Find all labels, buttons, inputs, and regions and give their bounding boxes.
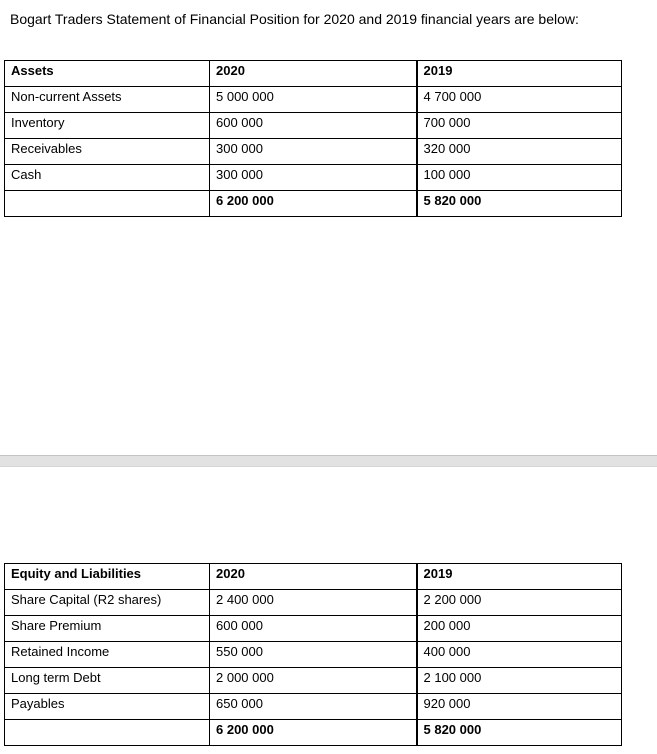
row-label: Share Premium bbox=[5, 616, 210, 642]
row-label: Share Capital (R2 shares) bbox=[5, 590, 210, 616]
value-2020: 300 000 bbox=[210, 139, 417, 165]
value-2019: 400 000 bbox=[417, 642, 622, 668]
value-2020: 5 000 000 bbox=[210, 87, 417, 113]
table-row bbox=[5, 139, 622, 165]
table-row bbox=[5, 616, 622, 642]
table-row bbox=[5, 87, 622, 113]
row-label: Payables bbox=[5, 694, 210, 720]
total-2020: 6 200 000 bbox=[210, 191, 417, 217]
page-break-divider bbox=[0, 455, 657, 467]
value-2019: 2 100 000 bbox=[417, 668, 622, 694]
total-2020: 6 200 000 bbox=[210, 720, 417, 746]
assets-header-label: Assets bbox=[5, 61, 210, 87]
value-2019: 700 000 bbox=[417, 113, 622, 139]
equity-liabilities-table bbox=[4, 563, 622, 746]
total-2019: 5 820 000 bbox=[417, 191, 622, 217]
equity-header-2020: 2020 bbox=[210, 564, 417, 590]
table-row bbox=[5, 668, 622, 694]
row-label: Retained Income bbox=[5, 642, 210, 668]
assets-header-row bbox=[5, 61, 622, 87]
value-2020: 300 000 bbox=[210, 165, 417, 191]
value-2020: 600 000 bbox=[210, 616, 417, 642]
value-2020: 550 000 bbox=[210, 642, 417, 668]
value-2019: 2 200 000 bbox=[417, 590, 622, 616]
value-2019: 100 000 bbox=[417, 165, 622, 191]
table-row bbox=[5, 165, 622, 191]
equity-total-row bbox=[5, 720, 622, 746]
assets-header-2020: 2020 bbox=[210, 61, 417, 87]
equity-header-row bbox=[5, 564, 622, 590]
table-row bbox=[5, 642, 622, 668]
value-2019: 200 000 bbox=[417, 616, 622, 642]
total-label bbox=[5, 720, 210, 746]
row-label: Inventory bbox=[5, 113, 210, 139]
value-2019: 4 700 000 bbox=[417, 87, 622, 113]
assets-table bbox=[4, 60, 622, 217]
value-2020: 600 000 bbox=[210, 113, 417, 139]
value-2020: 2 400 000 bbox=[210, 590, 417, 616]
total-2019: 5 820 000 bbox=[417, 720, 622, 746]
row-label: Cash bbox=[5, 165, 210, 191]
row-label: Long term Debt bbox=[5, 668, 210, 694]
row-label: Non-current Assets bbox=[5, 87, 210, 113]
value-2020: 2 000 000 bbox=[210, 668, 417, 694]
assets-total-row bbox=[5, 191, 622, 217]
value-2020: 650 000 bbox=[210, 694, 417, 720]
value-2019: 320 000 bbox=[417, 139, 622, 165]
value-2019: 920 000 bbox=[417, 694, 622, 720]
total-label bbox=[5, 191, 210, 217]
equity-header-label: Equity and Liabilities bbox=[5, 564, 210, 590]
equity-header-2019: 2019 bbox=[417, 564, 622, 590]
assets-header-2019: 2019 bbox=[417, 61, 622, 87]
table-row bbox=[5, 113, 622, 139]
intro-text: Bogart Traders Statement of Financial Position for 2020 and 2019 financial years are below: bbox=[10, 11, 579, 27]
table-row bbox=[5, 590, 622, 616]
row-label: Receivables bbox=[5, 139, 210, 165]
table-row bbox=[5, 694, 622, 720]
